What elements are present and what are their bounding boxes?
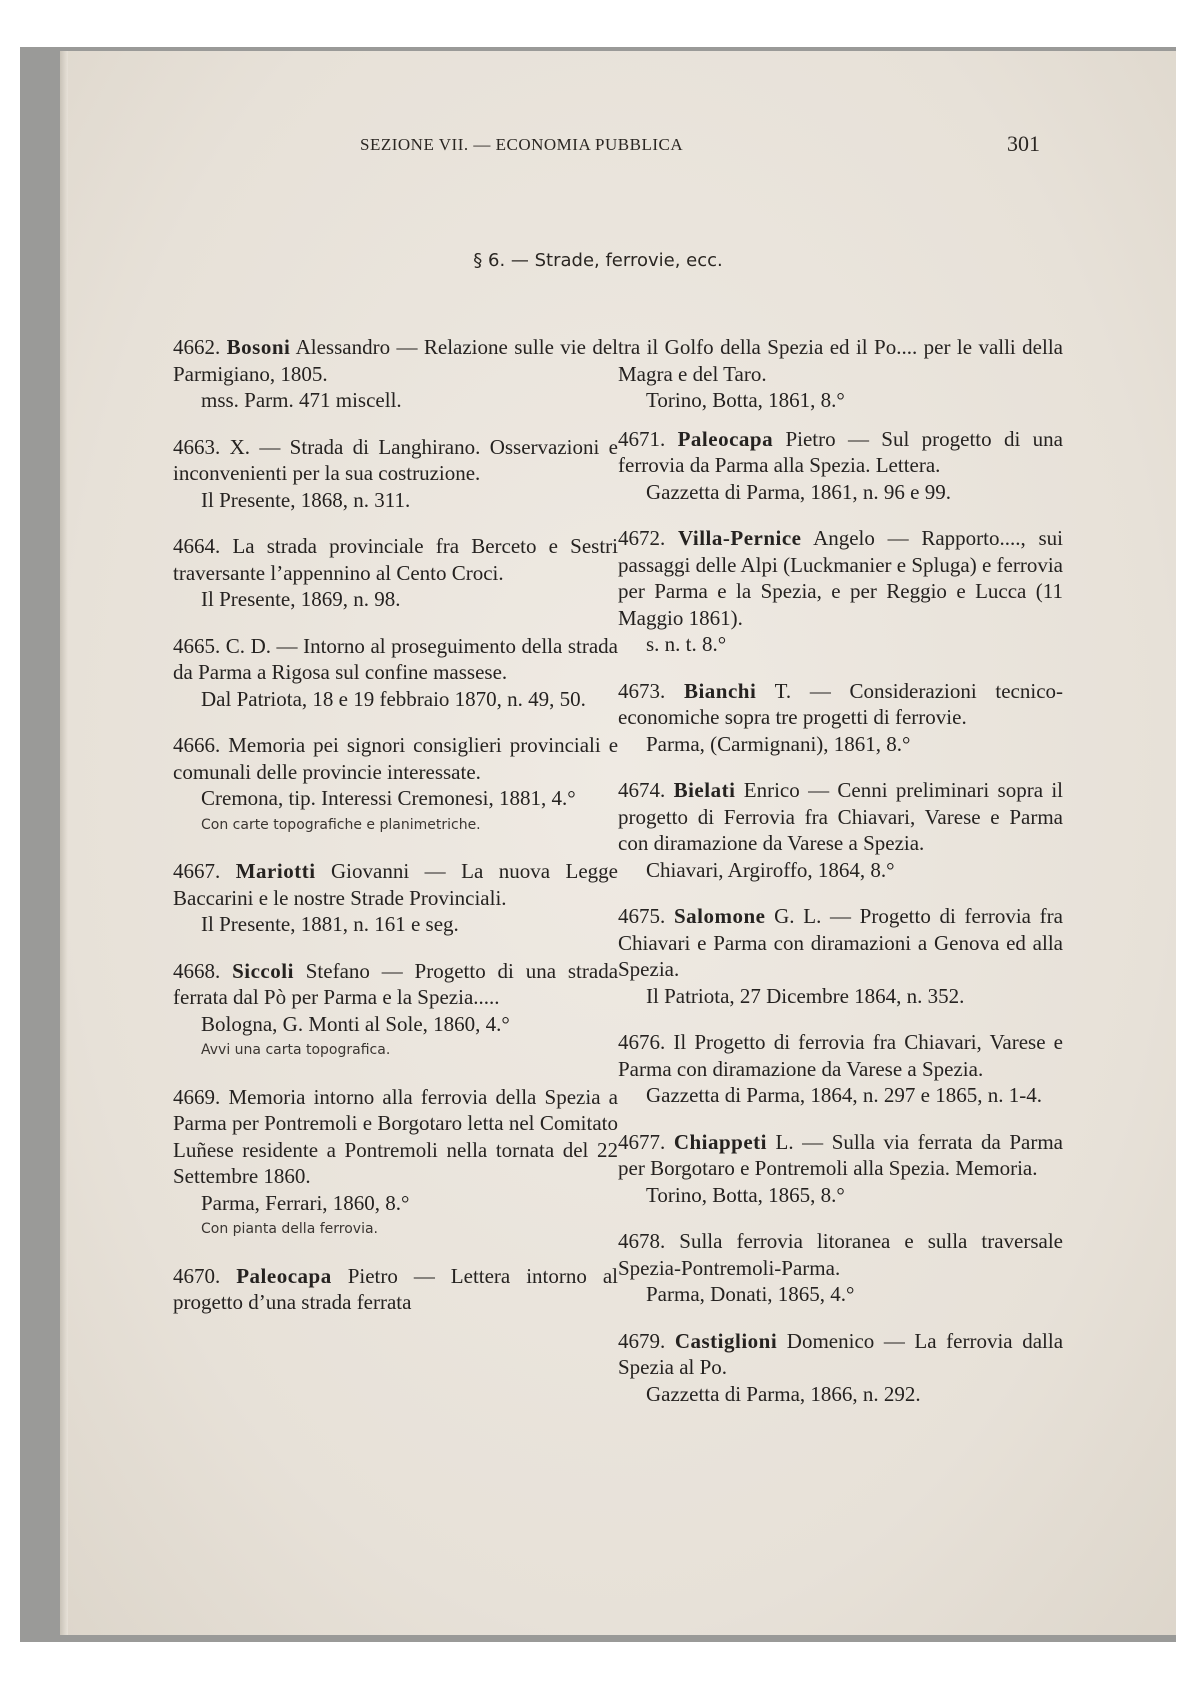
- entry-title: Sulla ferrovia litoranea e sulla traversale Spezia-Pontremoli-Parma.: [618, 1229, 1063, 1280]
- entry-title: Pietro — Sul progetto di una ferrovia da Parma alla Spezia. Lettera.: [618, 426, 1063, 477]
- entry-author: Bielati: [673, 778, 736, 802]
- entry-title: Pietro — Lettera intorno al progetto d’una strada ferrata: [173, 1263, 619, 1314]
- entry-imprint: Il Presente, 1869, n. 98.: [201, 587, 401, 611]
- continued-imprint: Torino, Botta, 1861, 8.°: [646, 388, 845, 412]
- bibliography-entry: [618, 1328, 1063, 1408]
- entry-title: La strada provinciale fra Berceto e Sestri traversante l’appennino al Cento Croci.: [173, 534, 619, 585]
- entry-title: Memoria pei signori consiglieri provinciali e comunali delle provincie interessate.: [173, 733, 619, 784]
- entry-number: 4676.: [618, 1030, 666, 1054]
- continued-entry: [618, 334, 1063, 414]
- entry-imprint: Parma, Donati, 1865, 4.°: [646, 1282, 855, 1306]
- bibliography-entry: [618, 678, 1063, 758]
- entry-number: 4668.: [173, 958, 221, 983]
- entry-number: 4663.: [173, 434, 221, 459]
- entry-title: Il Progetto di ferrovia fra Chiavari, Varese e Parma con diramazione da Varese a Spezia.: [618, 1030, 1063, 1081]
- entry-number: 4662.: [173, 335, 221, 359]
- entry-imprint: s. n. t. 8.°: [646, 632, 727, 656]
- entry-imprint: Il Presente, 1881, n. 161 e seg.: [201, 912, 459, 936]
- entry-imprint: Dal Patriota, 18 e 19 febbraio 1870, n. 49, 50.: [201, 686, 586, 711]
- entry-title: Alessandro — Relazione sulle vie del Parmigiano, 1805.: [173, 335, 618, 386]
- bibliography-entry: [173, 1263, 618, 1316]
- entry-imprint: Gazzetta di Parma, 1866, n. 292.: [646, 1381, 921, 1406]
- entry-imprint: Il Presente, 1868, n. 311.: [201, 487, 411, 512]
- entry-author: Castiglioni: [674, 1328, 778, 1353]
- bibliography-entry: [618, 777, 1063, 883]
- entry-imprint: Parma, Ferrari, 1860, 8.°: [201, 1190, 410, 1215]
- bibliography-entry: [618, 525, 1063, 658]
- entry-imprint: Il Patriota, 27 Dicembre 1864, n. 352.: [646, 983, 965, 1008]
- entry-title: Giovanni — La nuova Legge Baccarini e le nostre Strade Provinciali.: [173, 859, 619, 910]
- continued-text: tra il Golfo della Spezia ed il Po.... per le valli della Magra e del Taro.: [618, 335, 1063, 386]
- entry-number: 4665.: [173, 633, 221, 658]
- entry-note: Avvi una carta topografica.: [201, 1042, 391, 1058]
- bibliography-entry: [173, 434, 618, 514]
- entry-imprint: mss. Parm. 471 miscell.: [201, 388, 402, 412]
- bibliography-entry: [173, 732, 618, 838]
- running-title: SEZIONE VII. — ECONOMIA PUBBLICA: [360, 135, 684, 154]
- left-entries: [173, 334, 618, 1316]
- entry-imprint: Parma, (Carmignani), 1861, 8.°: [646, 731, 911, 756]
- entry-number: 4679.: [618, 1328, 666, 1353]
- bibliography-entry: [173, 958, 618, 1064]
- entry-number: 4666.: [173, 733, 221, 757]
- page-number: 301: [1007, 131, 1040, 156]
- section-heading: § 6. — Strade, ferrovie, ecc.: [473, 250, 723, 271]
- page-edge: [60, 51, 68, 1635]
- entry-note: Con carte topografiche e planimetriche.: [201, 816, 481, 833]
- page-header: [360, 131, 1040, 165]
- entry-number: 4667.: [173, 859, 221, 883]
- entry-title: L. — Sulla via ferrata da Parma per Borgotaro e Pontremoli alla Spezia. Memoria.: [618, 1129, 1064, 1180]
- entry-number: 4664.: [173, 534, 221, 558]
- entry-number: 4669.: [173, 1084, 221, 1109]
- entry-title: Stefano — Progetto di una strada ferrata dal Pò per Parma e la Spezia.....: [173, 958, 619, 1009]
- entry-number: 4673.: [618, 678, 666, 703]
- entry-author: Siccoli: [232, 958, 294, 983]
- entry-imprint: Gazzetta di Parma, 1861, n. 96 e 99.: [646, 479, 951, 504]
- entry-author: Salomone: [673, 904, 766, 928]
- entry-title: T. — Considerazioni tecnico-economiche sopra tre progetti di ferrovie.: [618, 678, 1064, 729]
- entry-author: Chiappeti: [673, 1129, 767, 1154]
- entry-author: Paleocapa: [236, 1263, 332, 1288]
- entry-number: 4675.: [618, 904, 666, 928]
- bibliography-entry: [173, 533, 618, 613]
- right-entries: [618, 426, 1063, 1408]
- entry-title: Domenico — La ferrovia dalla Spezia al Po.: [618, 1328, 1064, 1379]
- bibliography-entry: [618, 1228, 1063, 1308]
- entry-author: Villa-Pernice: [677, 526, 802, 550]
- right-column: [618, 334, 1063, 1427]
- entry-number: 4677.: [618, 1129, 666, 1154]
- bibliography-entry: [173, 633, 618, 713]
- entry-imprint: Gazzetta di Parma, 1864, n. 297 e 1865, n. 1-4.: [646, 1083, 1042, 1107]
- entry-title: Memoria intorno alla ferrovia della Spezia a Parma per Pontremoli e Borgotaro letta nel Comitato Luñese residente a Pontremoli nella tornata del 22 Settembre 1860.: [173, 1084, 619, 1188]
- entry-title: Enrico — Cenni preliminari sopra il progetto di Ferrovia fra Chiavari, Varese e Parma con diramazione da Varese a Spezia.: [618, 778, 1064, 855]
- entry-author: Paleocapa: [677, 426, 774, 451]
- entry-title: X. — Strada di Langhirano. Osservazioni e inconvenienti per la sua costruzione.: [173, 434, 619, 485]
- bibliography-entry: [618, 1029, 1063, 1109]
- entry-imprint: Chiavari, Argiroffo, 1864, 8.°: [646, 857, 895, 882]
- bibliography-entry: [618, 426, 1063, 506]
- entry-number: 4672.: [618, 526, 666, 550]
- bibliography-entry: [173, 1084, 618, 1243]
- bibliography-entry: [618, 903, 1063, 1009]
- entry-number: 4670.: [173, 1263, 221, 1288]
- entry-number: 4674.: [618, 778, 666, 802]
- entry-imprint: Bologna, G. Monti al Sole, 1860, 4.°: [201, 1011, 510, 1036]
- entry-title: G. L. — Progetto di ferrovia fra Chiavari e Parma con diramazioni a Genova ed alla Spezia.: [618, 904, 1063, 981]
- entry-imprint: Torino, Botta, 1865, 8.°: [646, 1182, 845, 1207]
- entry-author: Bosoni: [226, 335, 291, 359]
- entry-number: 4671.: [618, 426, 666, 451]
- entry-author: Mariotti: [235, 859, 316, 883]
- bibliography-entry: [618, 1129, 1063, 1209]
- bibliography-entry: [173, 334, 618, 414]
- entry-title: C. D. — Intorno al proseguimento della strada da Parma a Rigosa sul confine massese.: [173, 633, 618, 684]
- left-column: [173, 334, 618, 1336]
- entry-note: Con pianta della ferrovia.: [201, 1221, 378, 1237]
- entry-title: Angelo — Rapporto...., sui passaggi delle Alpi (Luckmanier e Spluga) e ferrovia per Parma e la Spezia, e per Reggio e Lucca (11 Maggio 1861).: [618, 526, 1063, 630]
- entry-author: Bianchi: [683, 678, 757, 703]
- entry-imprint: Cremona, tip. Interessi Cremonesi, 1881, 4.°: [201, 786, 576, 810]
- entry-number: 4678.: [618, 1229, 666, 1253]
- bibliography-entry: [173, 858, 618, 938]
